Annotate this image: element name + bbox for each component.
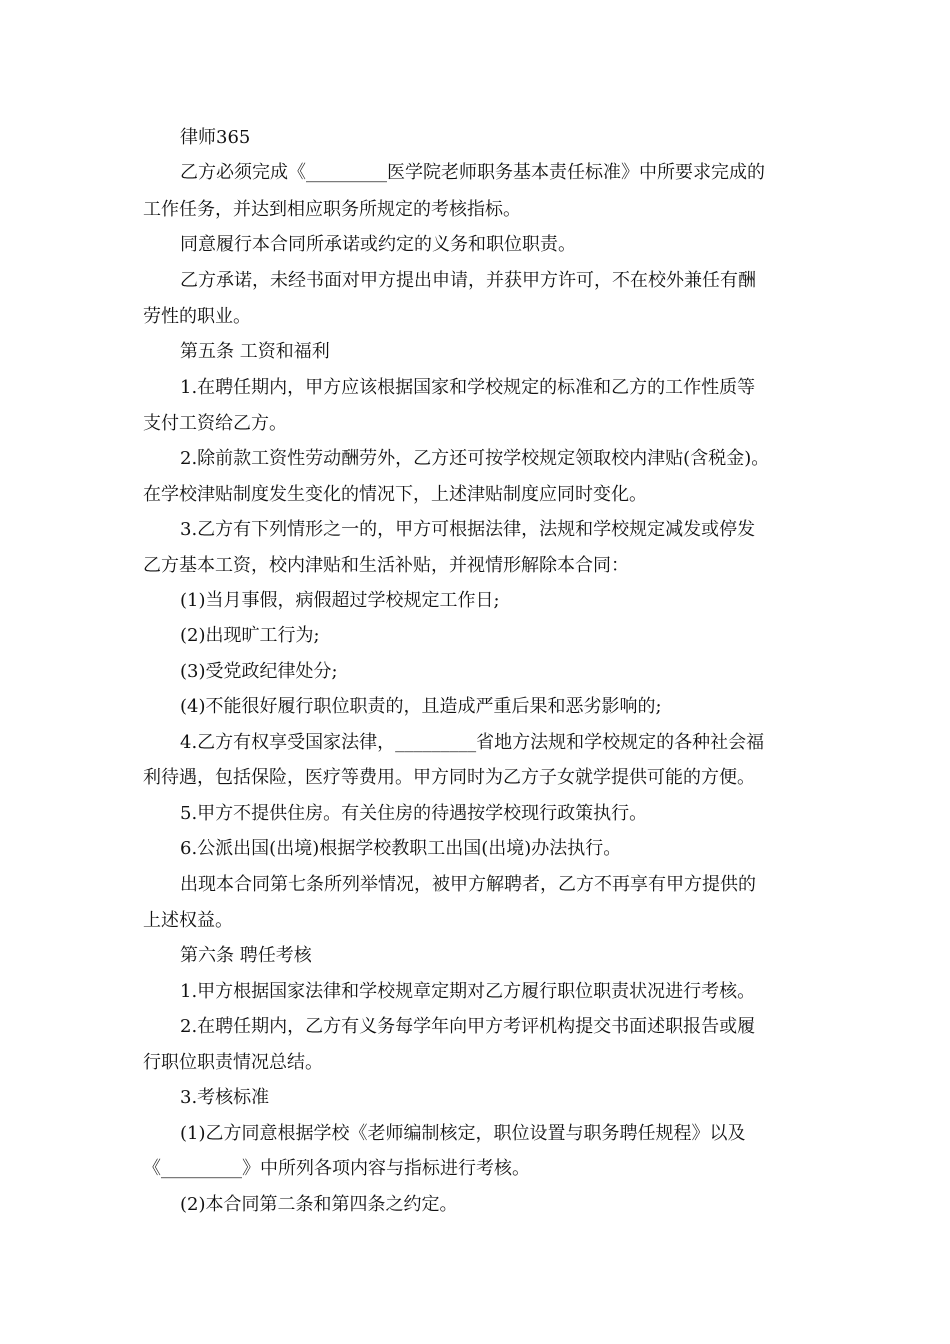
text-line: 在学校津贴制度发生变化的情况下，上述津贴制度应同时变化。 bbox=[143, 484, 647, 505]
text-line: (1)乙方同意根据学校《老师编制核定，职位设置与职务聘任规程》以及 bbox=[180, 1123, 746, 1144]
text-line: (3)受党政纪律处分; bbox=[180, 661, 338, 682]
text-line: 行职位职责情况总结。 bbox=[143, 1052, 323, 1073]
text-line: 律师365 bbox=[180, 127, 251, 148]
text-line: (1)当月事假，病假超过学校规定工作日; bbox=[180, 590, 500, 611]
text-line: 4.乙方有权享受国家法律，_________省地方法规和学校规定的各种社会福 bbox=[180, 732, 765, 753]
text-line: 工作任务，并达到相应职务所规定的考核指标。 bbox=[143, 199, 521, 220]
text-line: 1.甲方根据国家法律和学校规章定期对乙方履行职位职责状况进行考核。 bbox=[180, 981, 756, 1002]
text-line: 乙方必须完成《_________医学院老师职务基本责任标准》中所要求完成的 bbox=[180, 162, 765, 183]
text-line: 出现本合同第七条所列举情况，被甲方解聘者，乙方不再享有甲方提供的 bbox=[180, 874, 756, 895]
text-line: 上述权益。 bbox=[143, 910, 233, 931]
text-line: 劳性的职业。 bbox=[143, 306, 251, 327]
section-heading: 第六条 聘任考核 bbox=[180, 945, 312, 966]
text-line: 6.公派出国(出境)根据学校教职工出国(出境)办法执行。 bbox=[180, 838, 622, 859]
text-line: (2)本合同第二条和第四条之约定。 bbox=[180, 1194, 458, 1215]
text-line: (4)不能很好履行职位职责的，且造成严重后果和恶劣影响的; bbox=[180, 696, 662, 717]
text-line: 3.乙方有下列情形之一的，甲方可根据法律，法规和学校规定减发或停发 bbox=[180, 519, 756, 540]
text-line: (2)出现旷工行为; bbox=[180, 625, 320, 646]
text-line: 5.甲方不提供住房。有关住房的待遇按学校现行政策执行。 bbox=[180, 803, 648, 824]
text-line: 3.考核标准 bbox=[180, 1087, 270, 1108]
text-line: 支付工资给乙方。 bbox=[143, 413, 287, 434]
text-line: 乙方基本工资，校内津贴和生活补贴，并视情形解除本合同： bbox=[143, 555, 629, 576]
text-line: 1.在聘任期内，甲方应该根据国家和学校规定的标准和乙方的工作性质等 bbox=[180, 377, 756, 398]
text-line: 2.在聘任期内，乙方有义务每学年向甲方考评机构提交书面述职报告或履 bbox=[180, 1016, 756, 1037]
text-line: 利待遇，包括保险，医疗等费用。甲方同时为乙方子女就学提供可能的方便。 bbox=[143, 767, 755, 788]
text-line: 《_________》中所列各项内容与指标进行考核。 bbox=[143, 1158, 530, 1179]
text-line: 2.除前款工资性劳动酬劳外，乙方还可按学校规定领取校内津贴(含税金)。 bbox=[180, 448, 770, 469]
text-line: 同意履行本合同所承诺或约定的义务和职位职责。 bbox=[180, 234, 576, 255]
section-heading: 第五条 工资和福利 bbox=[180, 341, 330, 362]
text-line: 乙方承诺，未经书面对甲方提出申请，并获甲方许可，不在校外兼任有酬 bbox=[180, 270, 756, 291]
